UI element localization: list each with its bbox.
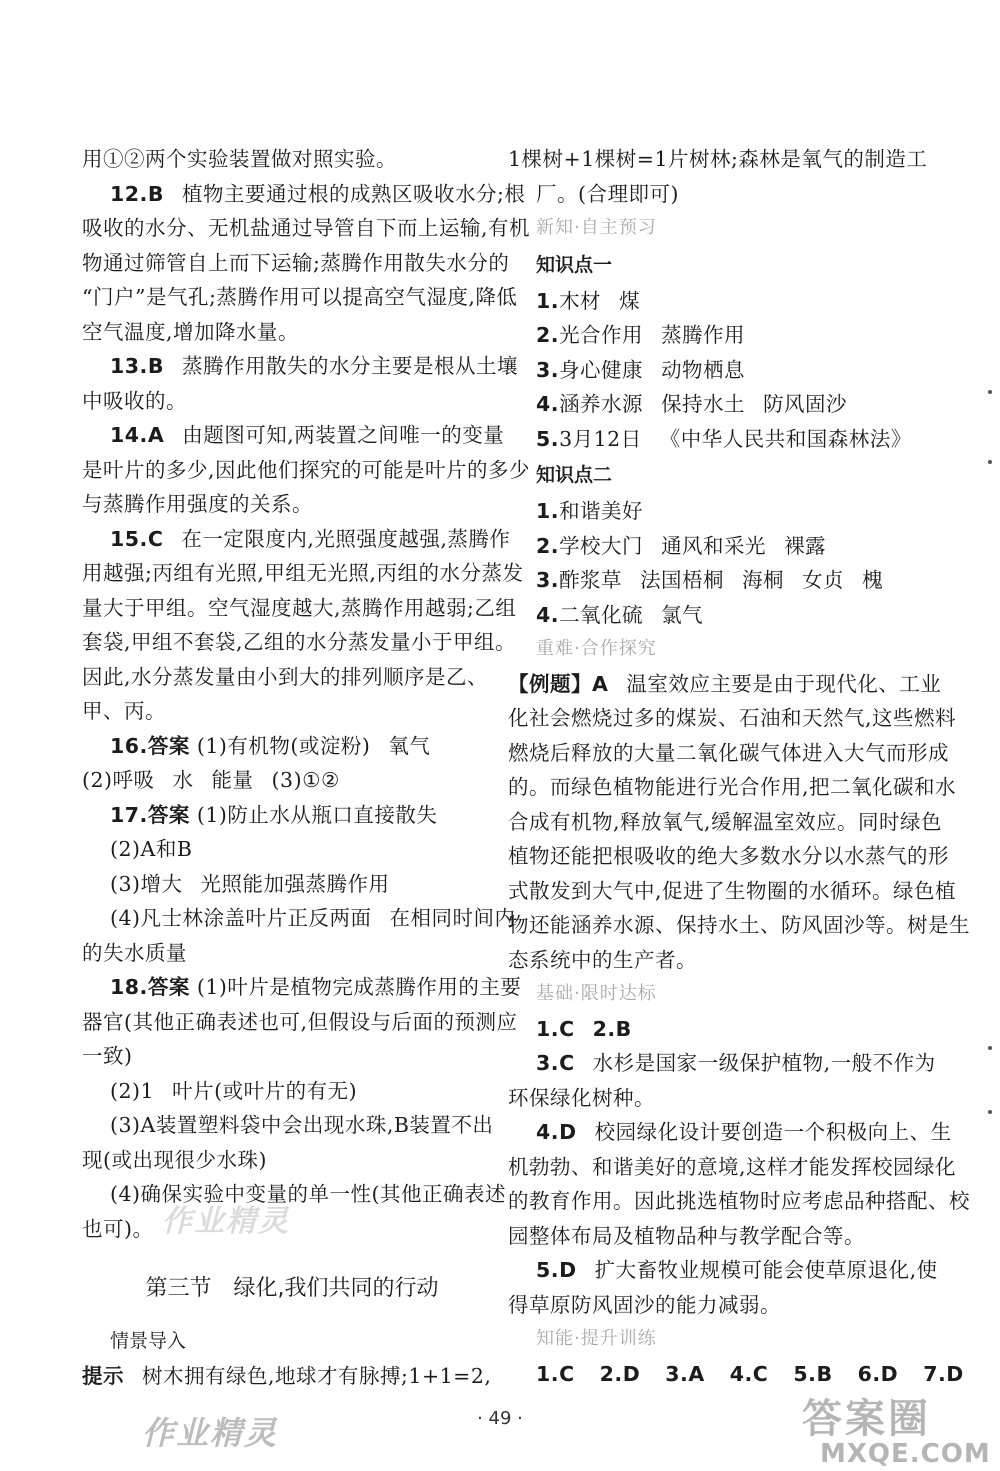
item-number: 3. xyxy=(536,1051,560,1075)
answer-letter: B xyxy=(615,1016,632,1041)
item-text: 保持水土 xyxy=(661,392,746,416)
kp2-item xyxy=(508,598,938,633)
item-number: 4. xyxy=(729,1361,753,1386)
text-line: 在一定限度内,光照强度越强,蒸腾作 xyxy=(181,526,511,551)
text-line: 化社会燃烧过多的煤炭、石油和天然气,这些燃料 xyxy=(508,706,957,730)
text-line: 燃烧后释放的大量二氧化碳气体进入大气而形成 xyxy=(508,740,949,765)
text-line: 环保绿化树种。 xyxy=(508,1085,655,1110)
margin-dot xyxy=(988,1110,992,1114)
question-number: 18. xyxy=(110,975,148,999)
text-line: 与蒸腾作用强度的关系。 xyxy=(82,492,313,516)
answer-letter: D xyxy=(946,1361,964,1386)
left-column xyxy=(82,142,531,1393)
item-text: 法国梧桐 xyxy=(640,568,725,592)
item-number: 3. xyxy=(536,568,560,592)
question-18 xyxy=(82,970,522,1005)
watermark: 作业精灵 xyxy=(142,1414,279,1452)
item-number: 3. xyxy=(536,357,560,382)
text-segment: (1)叶片是植物完成蒸腾作用的主要 xyxy=(196,975,522,999)
text-line: (3)A装置塑料袋中会出现水珠,B装置不出 xyxy=(110,1113,494,1137)
item-text: 《中华人民共和国森林法》 xyxy=(659,426,912,451)
item-text: 涵养水源 xyxy=(559,392,644,416)
question-number: 16. xyxy=(110,733,148,758)
text-line xyxy=(82,763,502,798)
knowledge-point-1-title: 知识点一 xyxy=(536,253,613,276)
text-line: 吸收的水分、无机盐通过导管自下而上运输,有机 xyxy=(82,216,531,240)
question-16 xyxy=(82,729,502,764)
hint-label: 提示 xyxy=(82,1363,124,1388)
item-text: 通风和采光 xyxy=(661,533,767,558)
question-number: 15. xyxy=(110,526,148,551)
text-line: 套袋,甲组不套袋,乙组的水分蒸发量小于甲组。 xyxy=(82,630,517,654)
text-line: 得草原防风固沙的能力减弱。 xyxy=(508,1292,781,1317)
kp1-item xyxy=(508,422,938,457)
kp1-item xyxy=(508,353,938,388)
text-line: 物通过筛管自上而下运输;蒸腾作用散失水分的 xyxy=(82,250,510,275)
item-number: 2. xyxy=(599,1361,623,1386)
item-text: 女贞 xyxy=(802,568,845,592)
item-text: 二氧化硫 xyxy=(559,602,644,627)
margin-dot xyxy=(988,1046,992,1050)
answer-letter: D xyxy=(622,1361,641,1386)
text-segment: 温室效应主要是由于现代化、工业 xyxy=(626,671,942,696)
answer-letter: D xyxy=(559,1120,577,1144)
item-text: 酢浆草 xyxy=(559,568,623,592)
question-13 xyxy=(82,349,518,384)
section-explore: 重难·合作探究 xyxy=(536,638,657,659)
text-line: 厂。(合理即可) xyxy=(536,181,679,206)
question-number: 14. xyxy=(110,423,148,447)
text-line: 是叶片的多少,因此他们探究的可能是叶片的多少 xyxy=(82,457,531,482)
answer-letter: B xyxy=(147,181,164,206)
text-line: (2)A和B xyxy=(110,837,193,861)
text-line: 式散发到大气中,促进了生物圈的水循环。绿色植 xyxy=(508,878,957,903)
item-text: 3月12日 xyxy=(559,426,642,451)
answer-letter: D xyxy=(559,1258,577,1282)
item-number: 1. xyxy=(536,1016,560,1041)
text-segment: (1)有机物(或淀粉) xyxy=(196,733,371,758)
item-number: 2. xyxy=(536,323,560,347)
answer-letter: C xyxy=(559,1016,575,1041)
item-number: 5. xyxy=(536,1258,560,1282)
kp2-item xyxy=(508,529,938,564)
text-line xyxy=(82,1074,502,1109)
kp1-item xyxy=(508,284,938,319)
text-segment: 光照能加强蒸腾作用 xyxy=(200,871,390,896)
answer-label: 答案 xyxy=(147,975,190,999)
basic-question-3 xyxy=(508,1046,938,1081)
logo-text: 答案圈 xyxy=(802,1396,931,1442)
answer-letter: A xyxy=(147,423,165,447)
answer-letter: A xyxy=(688,1361,705,1386)
item-number: 5. xyxy=(793,1361,817,1386)
text-line: 态系统中的生产者。 xyxy=(508,947,697,972)
text-line: 用①②两个实验装置做对照实验。 xyxy=(82,147,397,171)
margin-dot xyxy=(988,460,992,464)
text-line: 也可)。 xyxy=(82,1216,154,1241)
text-line: 机勃勃、和谐美好的意境,这样才能发挥校园绿化 xyxy=(508,1154,957,1179)
basic-answers xyxy=(508,1012,938,1047)
text-segment: 氧气 xyxy=(388,733,431,758)
item-text: 学校大门 xyxy=(559,533,644,558)
item-number: 4. xyxy=(536,392,560,416)
answer-letter: B xyxy=(816,1361,833,1386)
text-line: 量大于甲组。空气湿度越大,蒸腾作用越弱;乙组 xyxy=(82,595,517,620)
text-segment: (1)防止水从瓶口直接散失 xyxy=(196,802,438,827)
text-line xyxy=(82,901,516,936)
item-number: 4. xyxy=(536,1120,560,1144)
hint-text: 树木拥有绿色,地球才有脉搏;1+1=2, xyxy=(142,1363,492,1388)
question-15 xyxy=(82,522,511,557)
text-segment: 在相同时间内 xyxy=(389,906,516,930)
text-line: (4)确保实验中变量的单一性(其他正确表述 xyxy=(110,1182,507,1206)
text-line: 中吸收的。 xyxy=(82,388,187,413)
text-line: 器官(其他正确表述也可,但假设与后面的预测应 xyxy=(82,1009,518,1034)
text-segment: 校园绿化设计要创造一个积极向上、生 xyxy=(594,1120,952,1144)
question-number: 12. xyxy=(110,181,148,206)
text-line: 空气温度,增加降水量。 xyxy=(82,319,300,344)
section-training: 知能·提升训练 xyxy=(536,1328,657,1349)
text-segment: 水杉是国家一级保护植物,一般不作为 xyxy=(592,1051,936,1075)
item-text: 和谐美好 xyxy=(559,499,644,523)
site-logo xyxy=(790,1398,996,1470)
item-text: 光合作用 xyxy=(559,323,644,347)
text-line: 由题图可知,两装置之间唯一的变量 xyxy=(182,423,505,447)
text-line: 因此,水分蒸发量由小到大的排列顺序是乙、 xyxy=(82,664,489,689)
item-text: 动物栖息 xyxy=(661,357,746,382)
example-line xyxy=(508,667,942,702)
text-line: 现(或出现很少水珠) xyxy=(82,1147,267,1172)
answer-letter: C xyxy=(559,1361,575,1386)
margin-dot xyxy=(988,390,992,394)
text-line: 物还能涵养水源、保持水土、防风固沙等。树是生 xyxy=(508,913,970,937)
hint-line xyxy=(82,1359,502,1394)
text-segment: 扩大畜牧业规模可能会使草原退化,使 xyxy=(594,1258,938,1282)
item-text: 煤 xyxy=(619,288,641,313)
kp2-item xyxy=(508,563,938,598)
text-segment: (2)呼吸 xyxy=(82,768,155,792)
answer-letter: C xyxy=(752,1361,769,1386)
item-number: 1. xyxy=(536,499,560,523)
training-answers xyxy=(508,1357,964,1392)
answer-letter: D xyxy=(880,1361,899,1386)
item-text: 防风固沙 xyxy=(763,392,848,416)
answer-letter: A xyxy=(592,671,609,696)
text-line: 的教育作用。因此挑选植物时应考虑品种搭配、校 xyxy=(508,1189,970,1213)
item-text: 木材 xyxy=(559,288,602,313)
text-line: “门户”是气孔;蒸腾作用可以提高空气湿度,降低 xyxy=(82,285,518,309)
text-line: 的失水质量 xyxy=(82,940,187,965)
text-line: 蒸腾作用散失的水分主要是根从土壤 xyxy=(181,354,518,378)
text-line: 植物还能把根吸收的绝大多数水分以水蒸气的形 xyxy=(508,844,949,868)
answer-letter: B xyxy=(147,354,164,378)
question-14 xyxy=(82,418,505,453)
item-text: 蒸腾作用 xyxy=(661,323,746,347)
text-line: 植物主要通过根的成熟区吸收水分;根 xyxy=(181,181,526,206)
example-label: 【例题】 xyxy=(508,671,592,696)
section-basic: 基础·限时达标 xyxy=(536,983,657,1004)
text-segment: (2)1 xyxy=(110,1078,155,1103)
item-number: 7. xyxy=(923,1361,947,1386)
text-segment: 叶片(或叶片的有无) xyxy=(172,1078,358,1103)
item-number: 4. xyxy=(536,602,560,627)
text-line: 合成有机物,释放氧气,缓解温室效应。同时绿色 xyxy=(508,809,943,834)
item-text: 身心健康 xyxy=(559,357,644,382)
item-text: 槐 xyxy=(862,568,884,592)
item-number: 1. xyxy=(536,288,560,313)
question-number: 17. xyxy=(110,802,148,827)
answer-label: 答案 xyxy=(147,802,190,827)
text-line: 园整体布局及植物品种与教学配合等。 xyxy=(508,1223,865,1248)
knowledge-point-2-title: 知识点二 xyxy=(536,464,613,486)
item-text: 氯气 xyxy=(661,602,704,627)
text-segment: 能量 xyxy=(211,768,254,792)
page-number: · 49 · xyxy=(477,1408,523,1429)
item-number: 3. xyxy=(665,1361,689,1386)
section-preview: 新知·自主预习 xyxy=(536,217,657,238)
answer-label: 答案 xyxy=(147,733,190,758)
text-line: 1棵树+1棵树=1片树林;森林是氧气的制造工 xyxy=(508,147,928,171)
text-segment: (3)①② xyxy=(271,768,340,792)
logo-url: MXQE.COM xyxy=(820,1439,991,1469)
basic-question-5 xyxy=(508,1253,938,1288)
section-title: 第三节 绿化,我们共同的行动 xyxy=(145,1276,439,1301)
item-number: 5. xyxy=(536,426,560,451)
text-line: 的。而绿色植物能进行光合作用,把二氧化碳和水 xyxy=(508,775,957,799)
text-segment: (4)凡士林涂盖叶片正反两面 xyxy=(110,906,372,930)
item-number: 1. xyxy=(536,1361,560,1386)
question-number: 13. xyxy=(110,354,148,378)
kp2-item xyxy=(508,494,938,529)
right-column xyxy=(508,142,970,1391)
item-text: 裸露 xyxy=(784,533,827,558)
text-line: 甲、丙。 xyxy=(82,699,166,723)
text-line: 一致) xyxy=(82,1044,133,1068)
text-segment: 水 xyxy=(172,768,194,792)
answer-letter: C xyxy=(147,526,164,551)
item-text: 海桐 xyxy=(742,568,785,592)
basic-question-4 xyxy=(508,1115,952,1150)
question-12 xyxy=(82,177,526,212)
watermark: 作业精灵 xyxy=(162,1204,290,1239)
kp1-item xyxy=(508,318,938,353)
text-segment: (3)增大 xyxy=(110,871,183,896)
text-line: 用越强;丙组有光照,甲组无光照,丙组的水分蒸发 xyxy=(82,561,524,585)
text-line xyxy=(82,867,502,902)
kp1-item xyxy=(508,387,938,422)
subheading: 情景导入 xyxy=(110,1330,187,1352)
item-number: 2. xyxy=(536,533,560,558)
question-17 xyxy=(82,798,502,833)
item-number: 2. xyxy=(592,1016,616,1041)
answer-letter: C xyxy=(559,1051,575,1075)
item-number: 6. xyxy=(857,1361,881,1386)
